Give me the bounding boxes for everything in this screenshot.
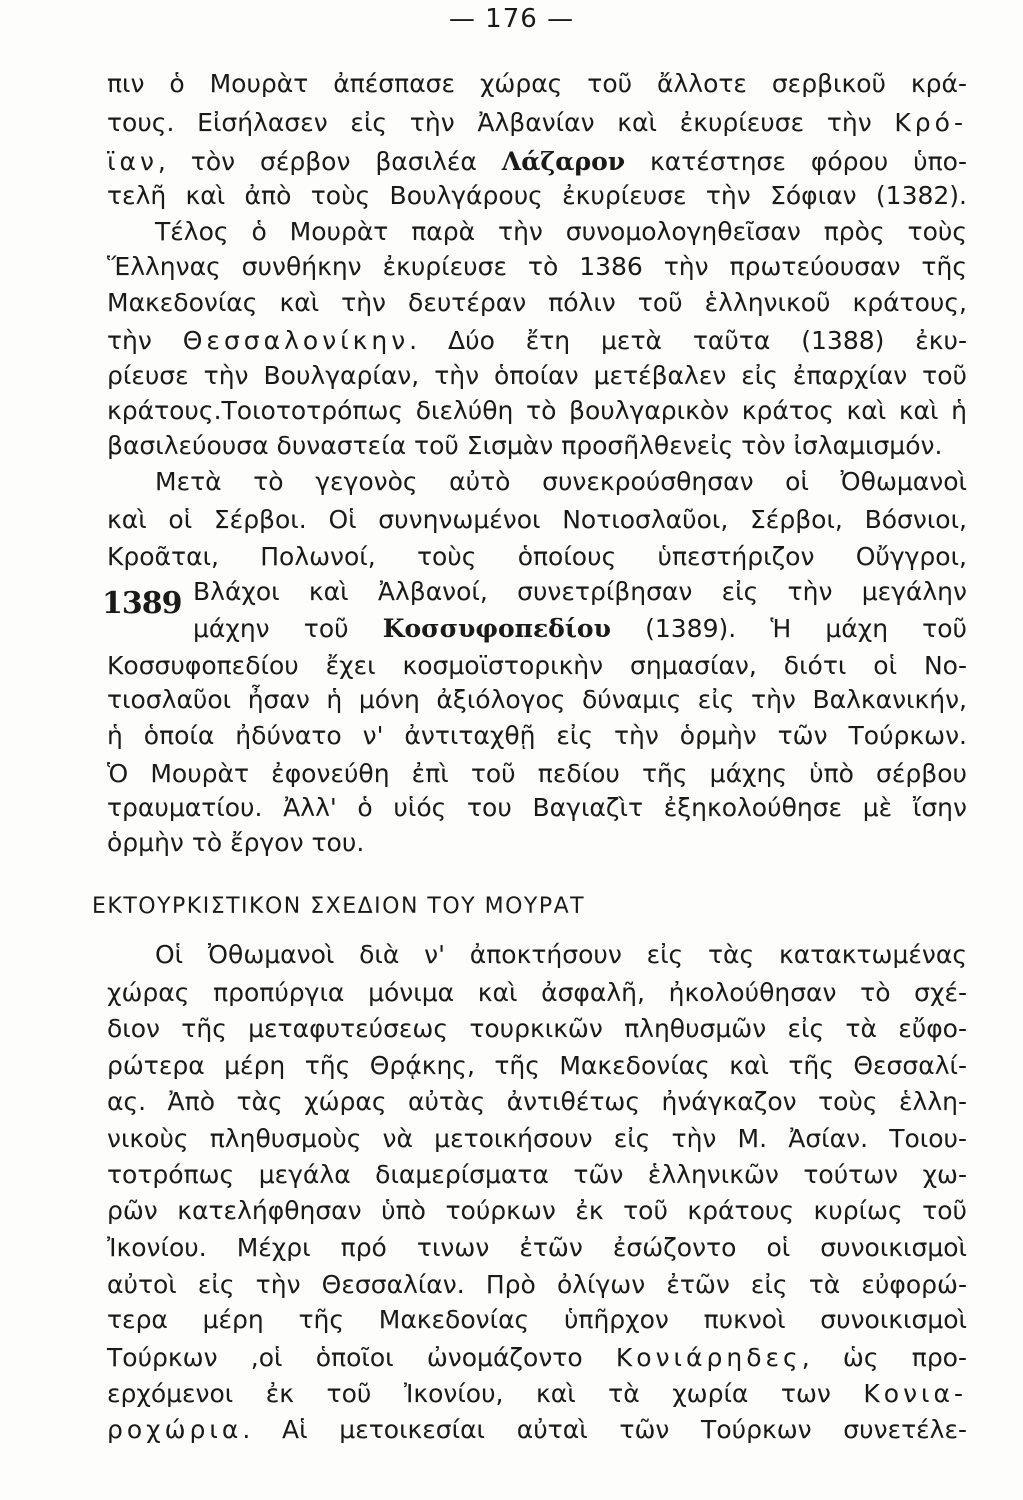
text-span: . Δύο ἔτη μετὰ ταῦτα (1388) ἐκυ- <box>409 326 967 355</box>
text-line: κράτους.Τοιοτοτρόπως διελύθη τὸ βουλγαρικὸν κράτος καὶ καὶ ἡ <box>107 396 967 425</box>
spaced-name: Κονιάρηδες <box>615 1343 802 1372</box>
text-span: τους. Εἰσήλασεν εἰς τὴν Ἀλβανίαν καὶ ἐκυρίευσε τὴν <box>107 108 895 137</box>
text-span: ερχόμενοι ἐκ τοῦ Ἰκονίου, καὶ τὰ χωρία των <box>107 1379 864 1408</box>
section-heading: ΕΚΤΟΥΡΚΙΣΤΙΚΟΝ ΣΧΕΔΙΟΝ ΤΟΥ ΜΟΥΡΑΤ <box>92 894 586 919</box>
text-span: μάχην τοῦ <box>193 614 383 643</box>
text-span: . Αἱ μετοικεσίαι αὐταὶ τῶν Τούρκων συνετέλε- <box>242 1415 967 1444</box>
text-line: καὶ οἱ Σέρβοι. Οἱ συνηνωμένοι Νοτιοσλαῦοι, Σέρβοι, Βόσνιοι, <box>107 505 967 534</box>
text-line: Ἰκονίου. Μέχρι πρό τινων ἐτῶν ἐσώζοντο οἱ συνοικισμοὶ <box>107 1233 967 1262</box>
text-line: ρώτερα μέρη τῆς Θρᾴκης, τῆς Μακεδονίας καὶ τῆς Θεσσαλί- <box>107 1051 967 1080</box>
text-line: ἡ ὁποία ἠδύνατο ν' ἀντιταχθῇ εἰς τὴν ὁρμὴν τῶν Τούρκων. <box>107 721 967 750</box>
text-line: βασιλεύουσα δυναστεία τοῦ Σισμὰν προσῆλθενεἰς τὸν ἰσλαμισμόν. <box>107 431 943 460</box>
text-line: Ἕλληνας συνθήκην ἐκυρίευσε τὸ 1386 τὴν πρωτεύουσαν τῆς <box>107 252 967 281</box>
spaced-name: ροχώρια <box>107 1415 243 1444</box>
text-line <box>107 1340 967 1376</box>
text-span: Τούρκων ,οἱ ὁποῖοι ὠνομάζοντο <box>107 1343 616 1372</box>
text-line: ας. Ἀπὸ τὰς χώρας αὐτὰς ἀντιθέτως ἠνάγκαζον τοὺς ἑλλη- <box>107 1087 967 1116</box>
bold-name: Λάζαρον <box>501 147 626 176</box>
text-line: τραυματίου. Ἀλλ' ὁ υἱός του Βαγιαζὶτ ἐξηκολούθησε μὲ ἴσην <box>107 793 967 822</box>
text-line <box>193 611 967 647</box>
text-line: τοτρόπως μεγάλα διαμερίσματα τῶν ἑλληνικῶν τούτων χω- <box>107 1160 967 1189</box>
text-line: νικοὺς πληθυσμοὺς νὰ μετοικήσουν εἰς τὴν Μ. Ἀσίαν. Τοιου- <box>107 1124 967 1153</box>
text-line: χώρας προπύργια μόνιμα καὶ ἀσφαλῆ, ἠκολούθησαν τὸ σχέ- <box>107 978 967 1007</box>
text-span: κατέστησε φόρου ὑπο- <box>625 147 967 176</box>
text-line: διον τῆς μεταφυτεύσεως τουρκικῶν πληθυσμῶν εἰς τὰ εὔφο- <box>107 1014 967 1043</box>
text-line: ρίευσε τὴν Βουλγαρίαν, τὴν ὁποίαν μετέβαλεν εἰς ἐπαρχίαν τοῦ <box>107 361 967 390</box>
text-line: αὐτοὶ εἰς τὴν Θεσσαλίαν. Πρὸ ὀλίγων ἐτῶν εἰς τὰ εὐφορώ- <box>107 1270 967 1299</box>
text-line: τερα μέρη τῆς Μακεδονίας ὑπῆρχον πυκνοὶ συνοικισμοὶ <box>107 1305 967 1334</box>
spaced-name: Κονια- <box>863 1379 967 1408</box>
text-line: τελῆ καὶ ἀπὸ τοὺς Βουλγάρους ἐκυρίευσε τὴν Σόφιαν (1382). <box>107 181 967 210</box>
text-line: ὁρμὴν τὸ ἔργον του. <box>107 828 365 857</box>
text-line: ρῶν κατελήφθησαν ὑπὸ τούρκων ἐκ τοῦ κράτους κυρίως τοῦ <box>107 1196 967 1225</box>
text-line: Ὁ Μουρὰτ ἐφονεύθη ἐπὶ τοῦ πεδίου τῆς μάχης ὑπὸ σέρβου <box>107 759 967 788</box>
text-line: πιν ὁ Μουρὰτ ἀπέσπασε χώρας τοῦ ἄλλοτε σερβικοῦ κρά- <box>107 69 967 98</box>
text-span: τὴν <box>107 326 183 355</box>
text-line: Κοσσυφοπεδίου ἔχει κοσμοϊστορικὴν σημασίαν, διότι οἱ Νο- <box>107 651 967 680</box>
text-line: Μετὰ τὸ γεγονὸς αὐτὸ συνεκρούσθησαν οἱ Ὀθωμανοὶ <box>155 467 967 496</box>
margin-year: 1389 <box>102 586 182 621</box>
text-line <box>107 1376 967 1412</box>
text-span: , ὡς προ- <box>801 1343 968 1372</box>
text-span: , τὸν σέρβον βασιλέα <box>157 147 502 176</box>
text-line: τιοσλαῦοι ἦσαν ἡ μόνη ἀξιόλογος δύναμις εἰς τὴν Βαλκανικήν, <box>107 685 967 714</box>
text-line: Βλάχοι καὶ Ἀλβανοί, συνετρίβησαν εἰς τὴν μεγάλην <box>193 577 967 606</box>
text-line <box>107 1412 967 1448</box>
text-line: Κροᾶται, Πολωνοί, τοὺς ὁποίους ὑπεστήριζον Οὔγγροι, <box>107 542 967 571</box>
text-line <box>107 105 967 141</box>
text-line: Μακεδονίας καὶ τὴν δευτέραν πόλιν τοῦ ἑλληνικοῦ κράτους, <box>107 288 967 317</box>
text-line <box>107 323 967 359</box>
text-line: Τέλος ὁ Μουρὰτ παρὰ τὴν συνομολογηθεῖσαν πρὸς τοὺς <box>155 217 967 246</box>
bold-name: Κοσσυφοπεδίου <box>382 614 611 643</box>
text-line: Οἱ Ὀθωμανοὶ διὰ ν' ἀποκτήσουν εἰς τὰς κατακτωμένας <box>155 940 967 969</box>
text-span: (1389). Ἡ μάχη τοῦ <box>610 614 967 643</box>
spaced-name: Κρό- <box>894 108 967 137</box>
page-number: — 176 — <box>448 4 575 34</box>
text-line <box>107 144 967 180</box>
spaced-name: ϊαν <box>107 147 158 176</box>
spaced-name: Θεσσαλονίκην <box>182 326 410 355</box>
